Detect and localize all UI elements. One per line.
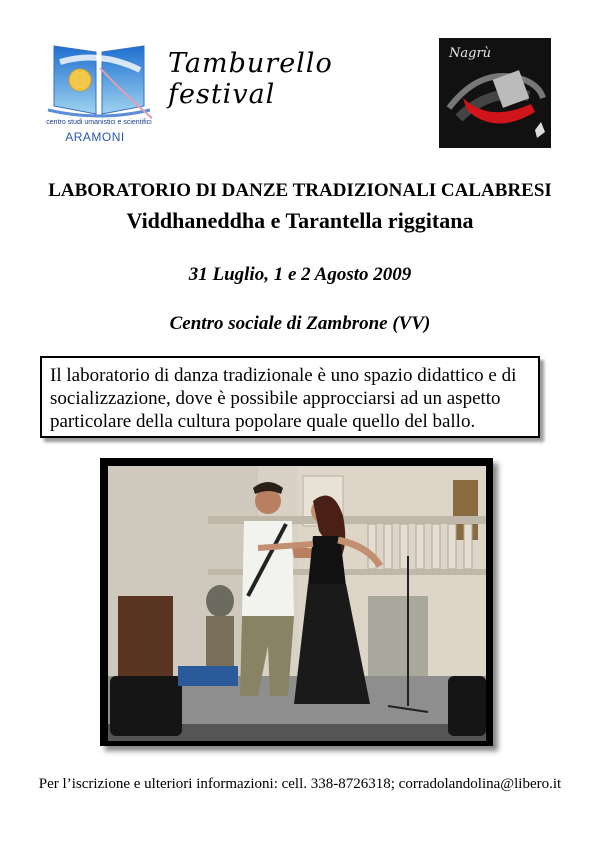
event-dates: 31 Luglio, 1 e 2 Agosto 2009 <box>188 264 412 285</box>
nagru-logo <box>439 38 551 148</box>
festival-title: Tamburello festival <box>168 48 333 110</box>
photo-frame <box>100 458 493 746</box>
description-text: Il laboratorio di danza tradizionale è uno spazio didattico e di socializzazione, dove è possibile approcciarsi ad un aspetto particolare della cultura popolare quale quello del ballo. <box>50 365 517 432</box>
dancers-photo <box>108 466 486 741</box>
page-subheading: Viddhaneddha e Tarantella riggitana <box>126 208 474 233</box>
logo-name: ARAMONI <box>65 130 125 144</box>
book-logo-icon <box>40 40 158 120</box>
contact-footer: Per l’iscrizione e ulteriori informazioni: cell. 338-8726318; corradolandolina@libero.it <box>38 776 562 792</box>
page-heading: LABORATORIO DI DANZE TRADIZIONALI CALABRESI <box>48 180 552 201</box>
logo-caption: centro studi umanistici e scientifici <box>46 119 152 126</box>
nagru-brand: Nagrù <box>449 46 492 61</box>
aramoni-logo <box>40 40 158 148</box>
event-venue: Centro sociale di Zambrone (VV) <box>169 313 431 334</box>
description-box <box>40 356 540 438</box>
